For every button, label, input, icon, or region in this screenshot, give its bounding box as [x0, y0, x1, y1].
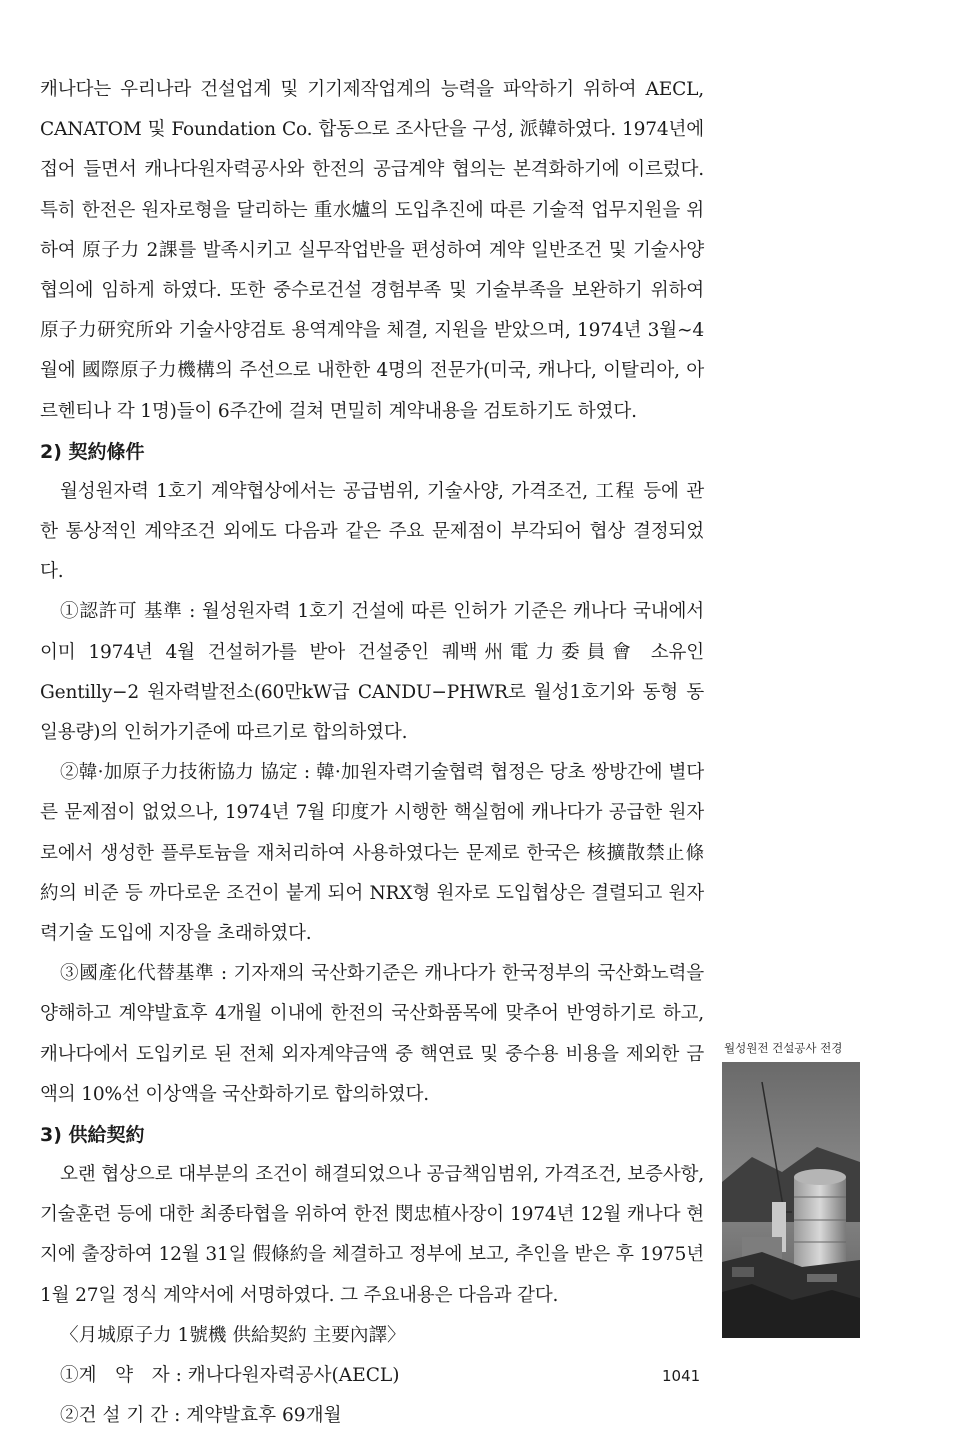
summary-title: 〈月城原子力 1號機 供給契約 主要內譯〉 — [60, 1324, 406, 1346]
summary-item: ②건 설 기 간 : 계약발효후 69개월 — [60, 1405, 342, 1427]
main-text-column — [40, 70, 704, 1437]
photo-figure — [722, 1040, 860, 1338]
photo-caption: 월성원전 건설공사 전경 — [724, 1041, 843, 1055]
page-number: 1041 — [662, 1367, 701, 1385]
numbered-item: ②韓·加原子力技術協力 協定 : 韓·加원자력기술협력 협정은 당초 쌍방간에 별다른 문제점이 없었으나, 1974년 7월 印度가 시행한 핵실험에 캐나다가 공급한 원자로에서 생성한 플루토늄을 재처리하여 사용하였다는 문제로 한국은 核擴散禁止條約의 비준 등 까다로운 조건이 붙게 되어 NRX형 원자로 도입협상은 결렬되고 원자력기술 도입에 지장을 초래하였다. — [40, 762, 704, 945]
summary-item: ①계 약 자 : 캐나다원자력공사(AECL) — [60, 1365, 400, 1387]
body-paragraph: 캐나다는 우리나라 건설업계 및 기기제작업계의 능력을 파악하기 위하여 AECL, CANATOM 및 Foundation Co. 합동으로 조사단을 구성, 派韓하였다. 1974년에 접어 들면서 캐나다원자력공사와 한전의 공급계약 협의는 본격화하기에 이르렀다. 특히 한전은 원자로형을 달리하는 重水爐의 도입추진에 따른 기술적 업무지원을 위하여 原子力 2課를 발족시키고 실무작업반을 편성하여 계약 일반조건 및 기술사양 협의에 임하게 하였다. 또한 중수로건설 경험부족 및 기술부족을 보완하기 위하여 原子力研究所와 기술사양검토 용역계약을 체결, 지원을 받았으며, 1974년 3월∼4월에 國際原子力機構의 주선으로 내한한 4명의 전문가(미국, 캐나다, 이탈리아, 아르헨티나 각 1명)들이 6주간에 걸쳐 면밀히 계약내용을 검토하기도 하였다. — [40, 79, 704, 422]
numbered-item: ③國產化代替基準 : 기자재의 국산화기준은 캐나다가 한국정부의 국산화노력을 양해하고 계약발효후 4개월 이내에 한전의 국산화품목에 맞추어 반영하기로 하고, 캐나다에서 도입키로 된 전체 외자계약금액 중 핵연료 및 중수용 비용을 제외한 금액의 10%선 이상액을 국산화하기로 합의하였다. — [40, 963, 704, 1105]
body-paragraph: 오랜 협상으로 대부분의 조건이 해결되었으나 공급책임범위, 가격조건, 보증사항, 기술훈련 등에 대한 최종타협을 위하여 한전 閔忠植사장이 1974년 12월 캐나다 현지에 출장하여 12월 31일 假條約을 체결하고 정부에 보고, 추인을 받은 후 1975년 1월 27일 정식 계약서에 서명하였다. 그 주요내용은 다음과 같다. — [40, 1164, 704, 1306]
section-heading: 2) 契約條件 — [40, 440, 145, 463]
construction-photo — [722, 1062, 860, 1338]
section-heading: 3) 供給契約 — [40, 1124, 145, 1147]
numbered-item: ①認許可 基準 : 월성원자력 1호기 건설에 따른 인허가 기준은 캐나다 국내에서 이미 1974년 4월 건설허가를 받아 건설중인 퀘백州電力委員會 소유인 Gentilly−2 원자력발전소(60만kW급 CANDU−PHWR로 월성1호기와 동형 동일용량)의 인허가기준에 따르기로 합의하였다. — [40, 601, 704, 744]
body-paragraph: 월성원자력 1호기 계약협상에서는 공급범위, 기술사양, 가격조건, 工程 등에 관한 통상적인 계약조건 외에도 다음과 같은 주요 문제점이 부각되어 협상 결정되었다. — [40, 480, 704, 583]
